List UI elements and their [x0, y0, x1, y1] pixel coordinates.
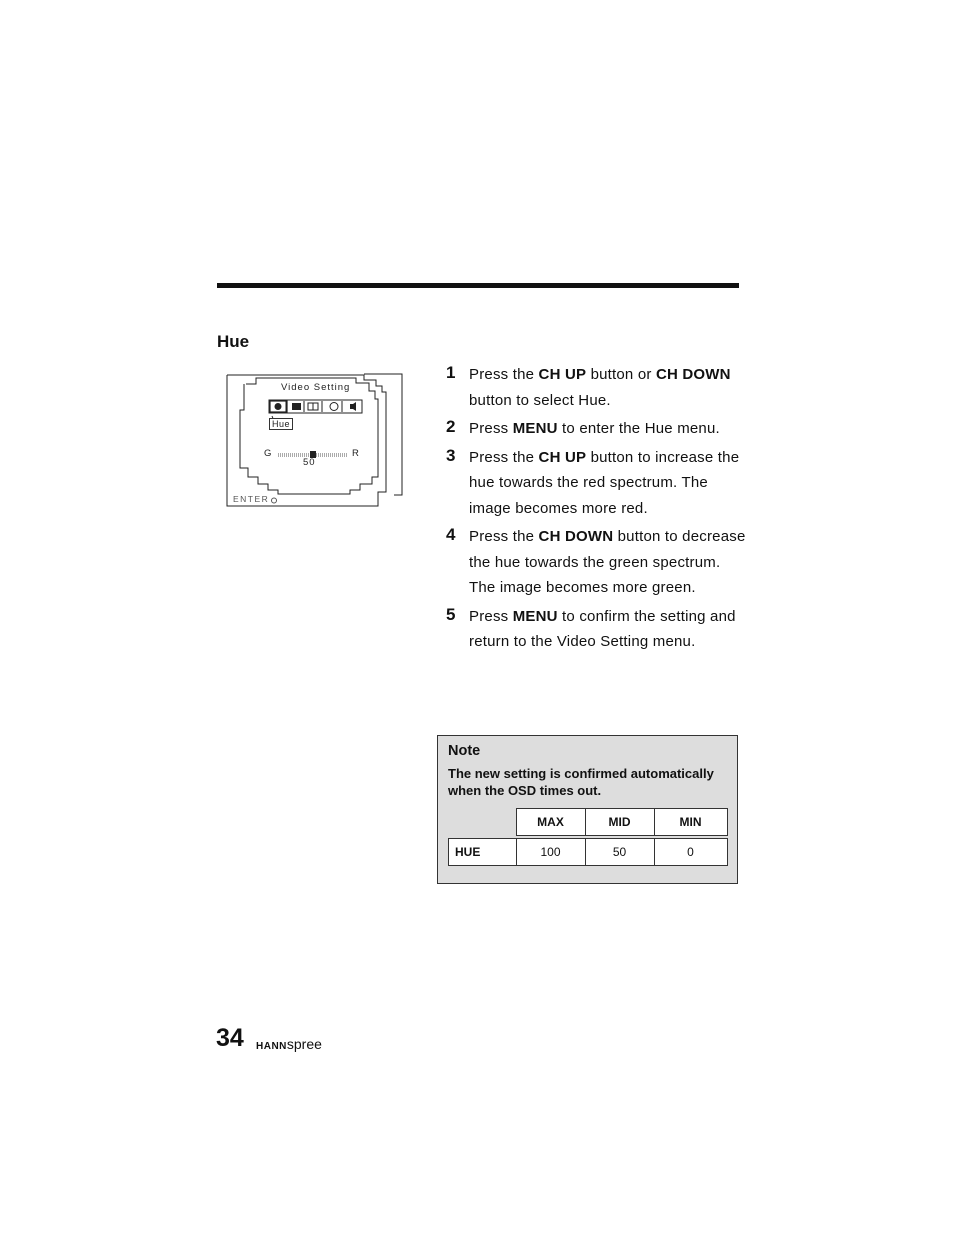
- brand-light: spree: [286, 1036, 322, 1052]
- brand-bold: HANN: [256, 1041, 287, 1052]
- osd-left-label: G: [264, 448, 273, 459]
- table-cell-min: 0: [654, 839, 727, 866]
- table-header-max: MAX: [516, 809, 585, 836]
- top-rule: [217, 283, 739, 288]
- table-cell-max: 100: [516, 839, 585, 866]
- osd-enter-label: ENTER: [233, 494, 270, 504]
- section-title: Hue: [217, 332, 250, 351]
- steps-list: [446, 362, 746, 658]
- picture-icon: [292, 403, 301, 410]
- note-title: Note: [448, 743, 481, 759]
- step-number: 1: [446, 363, 456, 382]
- step-4: 4 Press the CH DOWN button to decrease the hue towards the green spectrum. The image becomes more green.: [446, 524, 746, 601]
- table-header-min: MIN: [654, 809, 727, 836]
- table-header-mid: MID: [585, 809, 654, 836]
- osd-right-label: R: [352, 448, 360, 459]
- step-5: 5 Press MENU to confirm the setting and return to the Video Setting menu.: [446, 604, 746, 655]
- page-number: 34: [216, 1024, 244, 1052]
- step-2: 2 Press MENU to enter the Hue menu.: [446, 416, 746, 442]
- brightness-icon: [275, 403, 282, 410]
- step-1: 1 Press the CH UP button or CH DOWN button to select Hue.: [446, 362, 746, 413]
- osd-illustration: [226, 372, 406, 508]
- note-box: [437, 735, 738, 884]
- osd-selected-item: Hue: [269, 418, 293, 430]
- brand-logo: [256, 1036, 322, 1052]
- step-3: 3 Press the CH UP button to increase the hue towards the red spectrum. The image becomes more red.: [446, 445, 746, 522]
- table-cell-mid: 50: [585, 839, 654, 866]
- osd-title: Video Setting: [281, 382, 351, 393]
- table-row-label: HUE: [449, 839, 517, 866]
- step-number: 2: [446, 417, 456, 436]
- step-number: 3: [446, 445, 456, 465]
- table-row: [449, 839, 728, 866]
- enter-icon: [272, 498, 277, 503]
- note-text: The new setting is confirmed automatically when the OSD times out.: [448, 766, 714, 798]
- step-number: 5: [446, 604, 456, 624]
- step-number: 4: [446, 525, 456, 544]
- hue-range-table: [448, 808, 728, 866]
- osd-value: 50: [303, 457, 316, 468]
